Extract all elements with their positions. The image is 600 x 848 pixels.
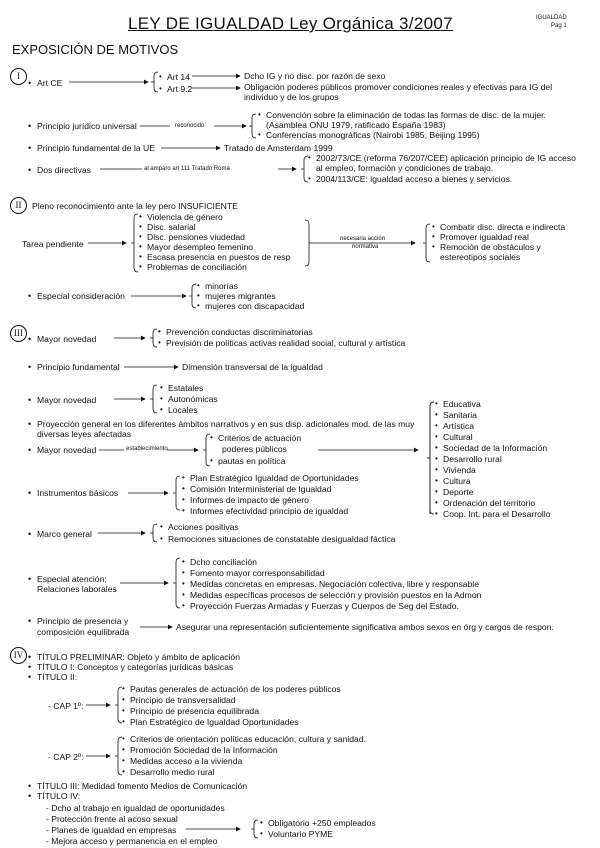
obligatorio-label: • Obligatorio +250 empleados [268, 818, 376, 828]
art92-label: • Art 9.2 [167, 84, 192, 94]
roman-numeral-4: IV [10, 647, 27, 664]
tarea-pendiente-label: Tarea pendiente [22, 239, 84, 249]
conferences-label: • Conferencias monográficas (Nairobi 1985, Beijing 1995) [266, 130, 480, 140]
list-item: • Criterios de orientación políticas educación, cultura y sanidad. [130, 734, 366, 744]
list-item: • Principio de transversalidad [130, 695, 236, 705]
action-1: • Combatir disc. directa e indirecta [440, 222, 565, 232]
header-tag-label: IGUALDAD [536, 15, 567, 21]
instrumentos-label: • Instrumentos básicos [37, 488, 118, 498]
roman-numeral-1: I [10, 68, 27, 85]
amparo-label: al amparo art 111 Tratado Roma [144, 166, 230, 172]
list-item: • minorías [205, 281, 238, 291]
roman-numeral-3: III [10, 325, 27, 342]
titulo-2: • TÍTULO II: [37, 672, 77, 682]
list-item: • Violencia de género [147, 212, 223, 222]
ambito-item: • Cultura [443, 476, 471, 486]
criterios-line-3: • pautas en política [218, 456, 285, 466]
action-3-line-1: • Remoción de obstáculos y [440, 242, 541, 252]
list-item: • Plan Estratégico de Igualdad Oportunidades [130, 717, 299, 727]
titulo-4-item: - Mejora acceso y permanencia en el empleo [46, 836, 218, 846]
list-item: • Disc. salarial [147, 222, 196, 232]
page-number: Pag 1 [551, 23, 567, 29]
establecimiento-label: establecimiento [126, 446, 168, 452]
mayor-novedad-3-label: • Mayor novedad [37, 445, 96, 455]
two-directives-label: • Dos directivas [37, 165, 91, 175]
reconocido-label: reconocido [175, 123, 205, 129]
directive-1-line-1: • 2002/73/CE (reforma 76/207/CEE) aplicación principio de IG acceso [316, 153, 576, 163]
titulo-preliminar: • TÍTULO PRELIMINAR: Objeto y ámbito de aplicación [37, 652, 240, 662]
titulo-4-item: - Protección frente al acoso sexual [46, 814, 178, 824]
list-item: • Medidas específicas procesos de selección y provisión puestos en la Admon [190, 590, 481, 600]
criterios-line-2: poderes públicos [222, 444, 287, 454]
list-item: • Principio de presencia equilibrada [130, 706, 259, 716]
art14-label: • Art 14 [167, 72, 190, 82]
list-item: • Remociones situaciones de constatable desigualdad fáctica [168, 534, 395, 544]
section-title: EXPOSICIÓN DE MOTIVOS [12, 42, 179, 57]
list-item: • Proyección Fuerzas Armadas y Fuerzas y Cuerpos de Seg del Estado. [190, 601, 459, 611]
ambito-item: • Artística [443, 421, 474, 431]
titulo-4-item: - Planes de igualdad en empresas [46, 825, 177, 835]
ambito-item: • Cultural [443, 432, 473, 442]
list-item: • Previsión de políticas activas realidad social, cultural y artística [166, 338, 405, 348]
art92-desc-1: Obligación poderes públicos promover condiciones reales y efectivas para IG del [244, 82, 553, 92]
presencia-line-2: composición equilibrada [37, 627, 130, 637]
normativa-label: normativa [352, 244, 379, 250]
list-item: • Pautas generales de actuación de los poderes públicos [130, 684, 341, 694]
list-item: • Estatales [168, 383, 203, 393]
art-ce-label: • Art CE [37, 78, 62, 88]
list-item: • Locales [168, 405, 198, 415]
mayor-novedad-1-label: • Mayor novedad [37, 334, 96, 344]
roman-numeral-2: II [10, 197, 27, 214]
list-item: • Acciones positivas [168, 522, 239, 532]
list-item: • Informes de impacto de género [190, 495, 309, 505]
mayor-novedad-2-label: • Mayor novedad [37, 395, 96, 405]
action-2: • Promover igualdad real [440, 232, 529, 242]
ambito-item: • Vivienda [443, 465, 476, 475]
list-item: • Informes efectividad principio de igualdad [190, 506, 348, 516]
list-item: • Disc. pensiones viudedad [147, 232, 245, 242]
art92-desc-2: individuo y de los grupos [244, 92, 339, 102]
especial-atencion-line-2: Relaciones laborales [37, 584, 117, 594]
presencia-desc: Asegurar una representación suficientemente significativa ambos sexos en órg y cargos de respon. [176, 622, 554, 632]
especial-atencion-line-1: • Especial atención: [37, 574, 107, 584]
cap-1-label: - CAP 1º: [48, 701, 84, 711]
section-2-heading: Pleno reconocimiento ante la ley pero INSUFICIENTE [32, 201, 238, 211]
especial-consideracion-label: • Especial consideración [37, 291, 125, 301]
list-item: • Mayor desempleo femenino [147, 242, 253, 252]
list-item: • mujeres con discapacidad [205, 301, 304, 311]
ambito-item: • Sociedad de la Información [443, 443, 547, 453]
proyeccion-line-1: • Proyección general en los diferentes ámbitos narrativos y en sus disp. adicionales mod. de las muy [37, 419, 414, 429]
ambito-item: • Desarrollo rural [443, 454, 502, 464]
proyeccion-line-2: diversas leyes afectadas [37, 429, 132, 439]
list-item: • Comisión Interministerial de Igualdad [190, 484, 331, 494]
list-item: • Prevención conductas discriminatorias [166, 327, 313, 337]
ambito-item: • Coop. Int. para el Desarrollo [443, 509, 550, 519]
presencia-line-1: • Principio de presencia y [37, 616, 128, 626]
list-item: • Dcho conciliación [190, 557, 257, 567]
list-item: • Promoción Sociedad de la Información [130, 745, 278, 755]
ambito-item: • Sanitaria [443, 410, 477, 420]
convention-line-1: • Convención sobre la eliminación de todas las formas de disc. de la mujer. [266, 110, 546, 120]
ambito-item: • Ordenación del territorio [443, 498, 535, 508]
titulo-3: • TÍTULO III: Medidad fomento Medios de Comunicación [37, 781, 247, 791]
principio-fundamental-label: • Principio fundamental [37, 362, 120, 372]
directive-1-line-2: al empleo, formación y condiciones de trabajo. [316, 163, 494, 173]
list-item: • Escasa presencia en puestos de resp [147, 252, 290, 262]
ambito-item: • Deporte [443, 487, 474, 497]
directive-2: • 2004/113/CE: igualdad acceso a bienes y servicios. [316, 174, 512, 184]
convention-line-2: (Asamblea ONU 1979, ratificado España 1983) [266, 120, 446, 130]
amsterdam-label: Tratado de Amsterdam 1999 [224, 143, 333, 153]
art14-desc: Dcho IG y no disc. por razón de sexo [244, 71, 386, 81]
list-item: • Medidas concretas en empresas. Negociación colectiva, libre y responsable [190, 579, 479, 589]
cap-2-label: - CAP 2º: [48, 752, 84, 762]
ue-principle-label: • Principio fundamental de la UE [37, 143, 155, 153]
list-item: • Autonómicas [168, 394, 218, 404]
list-item: • Medidas acceso a la vivienda [130, 756, 242, 766]
titulo-4: • TÍTULO IV: [37, 791, 80, 801]
titulo-1: • TÍTULO I: Conceptos y categorías jurídicas básicas [37, 662, 233, 672]
voluntario-label: • Voluntario PYME [268, 829, 333, 839]
action-3-line-2: estereotipos sociales [440, 252, 521, 262]
titulo-4-item: - Dcho al trabajo en igualdad de oportunidades [46, 803, 225, 813]
univ-principle-label: • Principio jurídico universal [37, 121, 137, 131]
list-item: • Desarrollo medio rural [130, 767, 215, 777]
criterios-line-1: • Criterios de actuación [218, 433, 301, 443]
marco-general-label: • Marco general [37, 529, 92, 539]
list-item: • mujeres migrantes [205, 291, 276, 301]
list-item: • Plan Estratégico Igualdad de Oportunidades [190, 473, 359, 483]
principio-fundamental-desc: Dimensión transversal de la igualdad [182, 362, 323, 372]
page-title: LEY DE IGUALDAD Ley Orgánica 3/2007 [128, 14, 453, 33]
list-item: • Problemas de conciliación [147, 262, 247, 272]
ambito-item: • Educativa [443, 399, 481, 409]
list-item: • Fomento mayor corresponsabilidad [190, 568, 325, 578]
necesaria-accion-label: necesaria acción [340, 236, 386, 242]
